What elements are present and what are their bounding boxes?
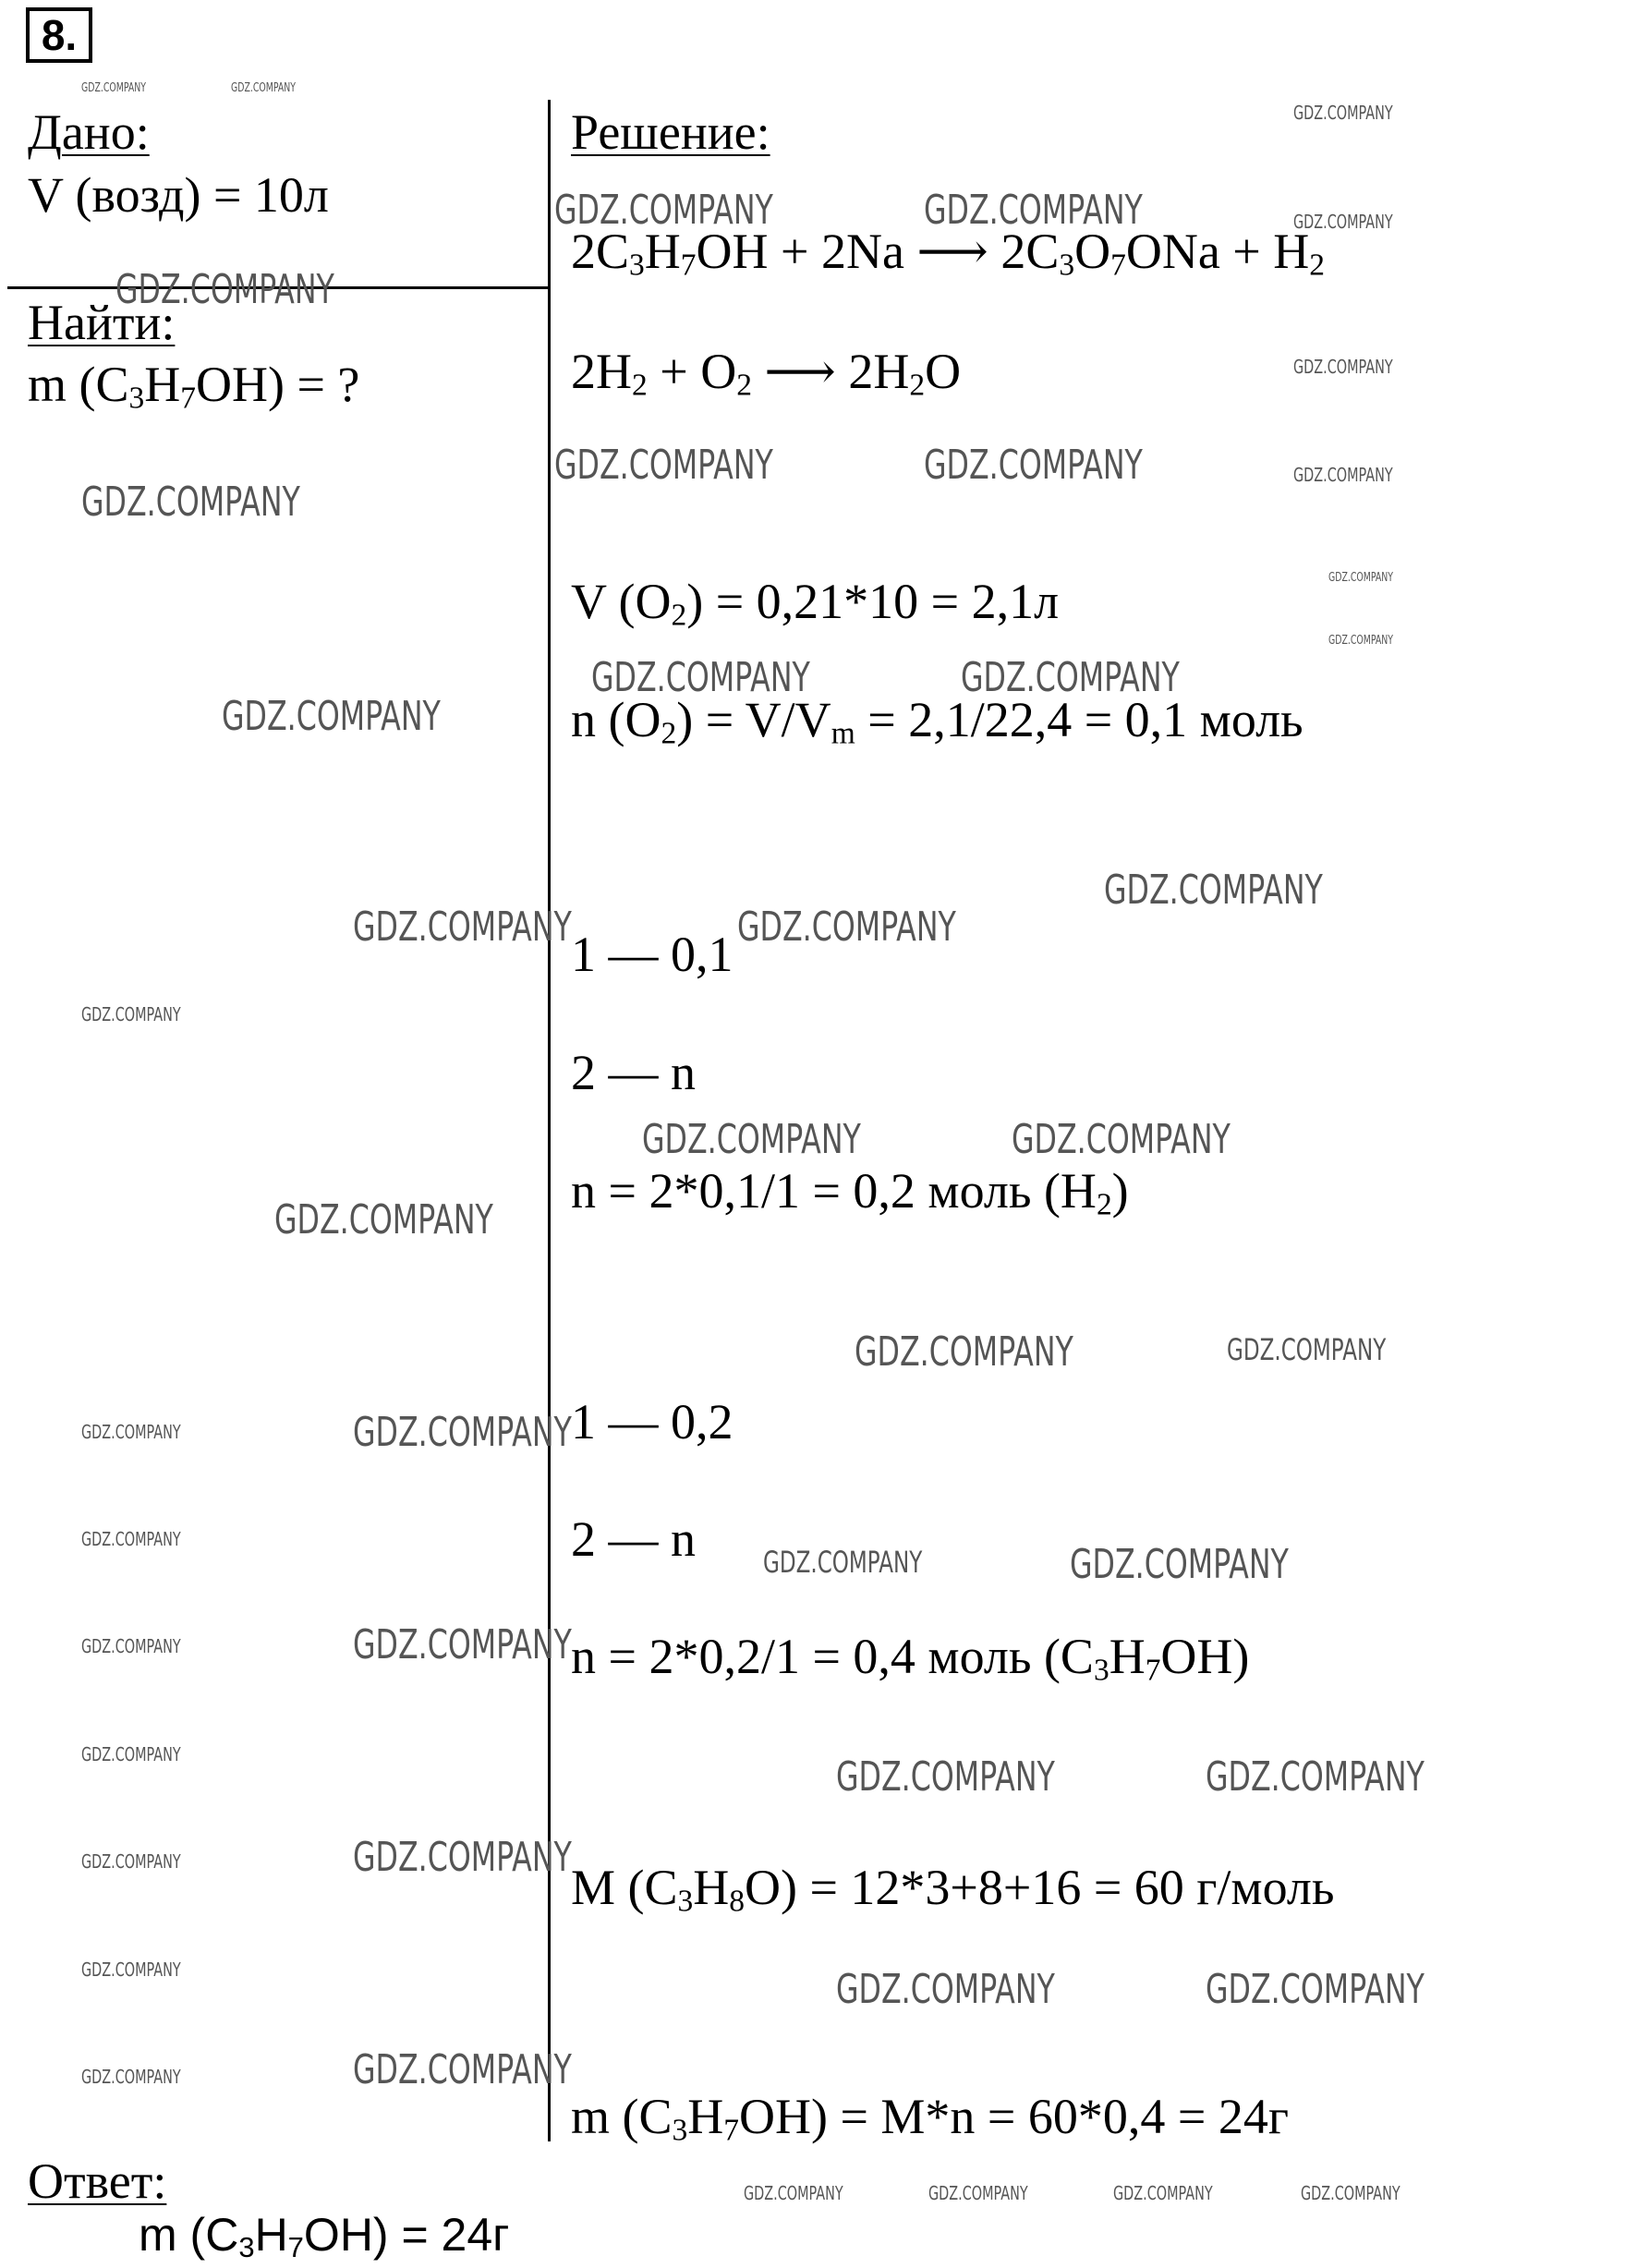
watermark: GDZ.COMPANY [81, 1635, 181, 1657]
given-air-volume: V (возд) = 10л [28, 167, 329, 223]
given-heading: Дано: [28, 104, 150, 160]
watermark: GDZ.COMPANY [744, 2182, 843, 2204]
watermark: GDZ.COMPANY [763, 1545, 923, 1580]
watermark: GDZ.COMPANY [81, 1003, 181, 1025]
reaction-equation-1: $2C_3H_7OH + 2Na$ ⟶ $2C_3O_7ONa + H_2$ [571, 224, 1325, 283]
watermark: GDZ.COMPANY [81, 1850, 181, 1873]
answer-value: m $(C_3H_7OH) = 24г$ [139, 2209, 510, 2263]
find-mass-propanol: m $(C_3H_7OH)$ = ? [28, 357, 360, 416]
watermark: GDZ.COMPANY [924, 442, 1143, 489]
watermark: GDZ.COMPANY [1293, 211, 1393, 233]
watermark: GDZ.COMPANY [1206, 1966, 1425, 2013]
watermark: GDZ.COMPANY [274, 1196, 493, 1243]
watermark: GDZ.COMPANY [81, 1743, 181, 1765]
watermark: GDZ.COMPANY [353, 1834, 572, 1881]
watermark: GDZ.COMPANY [928, 2182, 1028, 2204]
watermark: GDZ.COMPANY [81, 479, 300, 526]
find-heading: Найти: [28, 295, 176, 350]
proportion-1-line-a: 1 — 0,1 [571, 927, 734, 982]
oxygen-volume: V $(O_2) = 0,21*10 = 2,1л$ [571, 574, 1060, 633]
watermark: GDZ.COMPANY [1328, 571, 1393, 585]
watermark: GDZ.COMPANY [1227, 1332, 1387, 1367]
watermark: GDZ.COMPANY [1301, 2182, 1400, 2204]
watermark: GDZ.COMPANY [836, 1753, 1055, 1801]
hydrogen-moles: n = 2*0,1/1 = 0,2 моль $(H_2)$ [571, 1163, 1129, 1222]
oxygen-moles: n $(O_2) = V/V_m = 2,1/22,4 = 0,1$ моль [571, 692, 1303, 751]
watermark: GDZ.COMPANY [855, 1328, 1073, 1376]
watermark: GDZ.COMPANY [1293, 356, 1393, 378]
watermark: GDZ.COMPANY [961, 654, 1180, 701]
watermark: GDZ.COMPANY [836, 1966, 1055, 2013]
propanol-mass: m $(C_3H_7OH) = M*n = 60*0,4 = 24г$ [571, 2089, 1289, 2148]
watermark: GDZ.COMPANY [115, 266, 334, 313]
watermark: GDZ.COMPANY [1328, 634, 1393, 648]
watermark: GDZ.COMPANY [737, 904, 956, 951]
watermark: GDZ.COMPANY [353, 1621, 572, 1668]
watermark: GDZ.COMPANY [222, 693, 441, 740]
watermark: GDZ.COMPANY [81, 2066, 181, 2088]
watermark: GDZ.COMPANY [1206, 1753, 1425, 1801]
watermark: GDZ.COMPANY [1012, 1116, 1231, 1163]
watermark: GDZ.COMPANY [81, 1959, 181, 1981]
watermark: GDZ.COMPANY [591, 654, 810, 701]
watermark: GDZ.COMPANY [924, 187, 1143, 234]
watermark: GDZ.COMPANY [1293, 464, 1393, 486]
watermark: GDZ.COMPANY [353, 904, 572, 951]
watermark: GDZ.COMPANY [1104, 867, 1323, 914]
molar-mass: M $(C_3H_8O) = 12*3+8+16 = 60$ г/моль [571, 1860, 1335, 1919]
proportion-1-line-b: 2 — n [571, 1045, 696, 1100]
proportion-2-line-a: 1 — 0,2 [571, 1394, 734, 1449]
watermark: GDZ.COMPANY [81, 81, 146, 95]
solution-heading: Решение: [571, 104, 770, 160]
watermark: GDZ.COMPANY [353, 2046, 572, 2093]
watermark: GDZ.COMPANY [231, 81, 296, 95]
watermark: GDZ.COMPANY [81, 1421, 181, 1443]
watermark: GDZ.COMPANY [554, 442, 773, 489]
propanol-moles: n = 2*0,2/1 = 0,4 моль $(C_3H_7OH)$ [571, 1629, 1250, 1688]
watermark: GDZ.COMPANY [1070, 1541, 1289, 1588]
watermark: GDZ.COMPANY [1293, 102, 1393, 124]
watermark: GDZ.COMPANY [1113, 2182, 1213, 2204]
watermark: GDZ.COMPANY [554, 187, 773, 234]
watermark: GDZ.COMPANY [642, 1116, 861, 1163]
proportion-2-line-b: 2 — n [571, 1511, 696, 1567]
watermark: GDZ.COMPANY [81, 1528, 181, 1550]
answer-heading: Ответ: [28, 2153, 167, 2209]
watermark: GDZ.COMPANY [353, 1409, 572, 1456]
task-number: 8. [26, 7, 92, 63]
reaction-equation-2: $2H_2 + O_2$ ⟶ $2H_2O$ [571, 344, 962, 403]
